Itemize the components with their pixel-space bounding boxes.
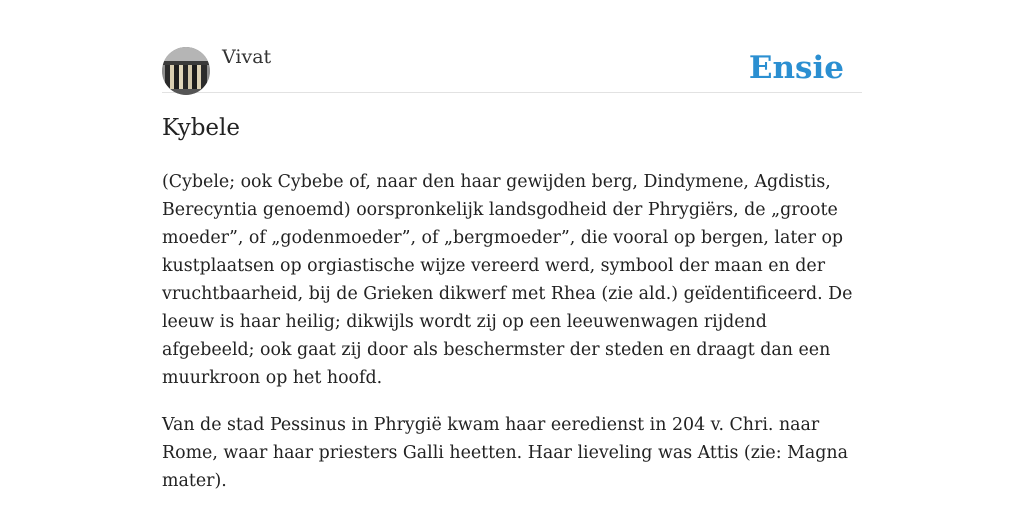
article-paragraph: Van de stad Pessinus in Phrygië kwam haar eeredienst in 204 v. Chri. naar Rome, waar haar priesters Galli heetten. Haar lieveling was Attis (zie: Magna mater). bbox=[162, 415, 848, 491]
source-avatar[interactable] bbox=[162, 47, 210, 95]
site-header bbox=[162, 46, 862, 93]
article-body bbox=[162, 168, 862, 514]
source-name[interactable]: Vivat bbox=[222, 46, 272, 68]
article-title: Kybele bbox=[162, 115, 241, 141]
article-paragraph: (Cybele; ook Cybebe of, naar den haar gewijden berg, Dindymene, Agdistis, Berecyntia genoemd) oorspronkelijk landsgodheid der Phrygiërs, de „groote moeder”, of „godenmoeder”, of „bergmoeder”, die vooral op bergen, later op kustplaatsen op orgiastische wijze vereerd werd, symbool der maan en der vruchtbaarheid, bij de Grieken dikwerf met Rhea (zie ald.) geïdentificeerd. De leeuw is haar heilig; dikwijls wordt zij op een leeuwenwagen rijdend afgebeeld; ook gaat zij door als beschermster der steden en draagt dan een muurkroon op het hoofd. bbox=[162, 172, 853, 388]
brand-logo[interactable]: Ensie bbox=[748, 50, 844, 86]
book-spines-icon bbox=[162, 47, 210, 95]
